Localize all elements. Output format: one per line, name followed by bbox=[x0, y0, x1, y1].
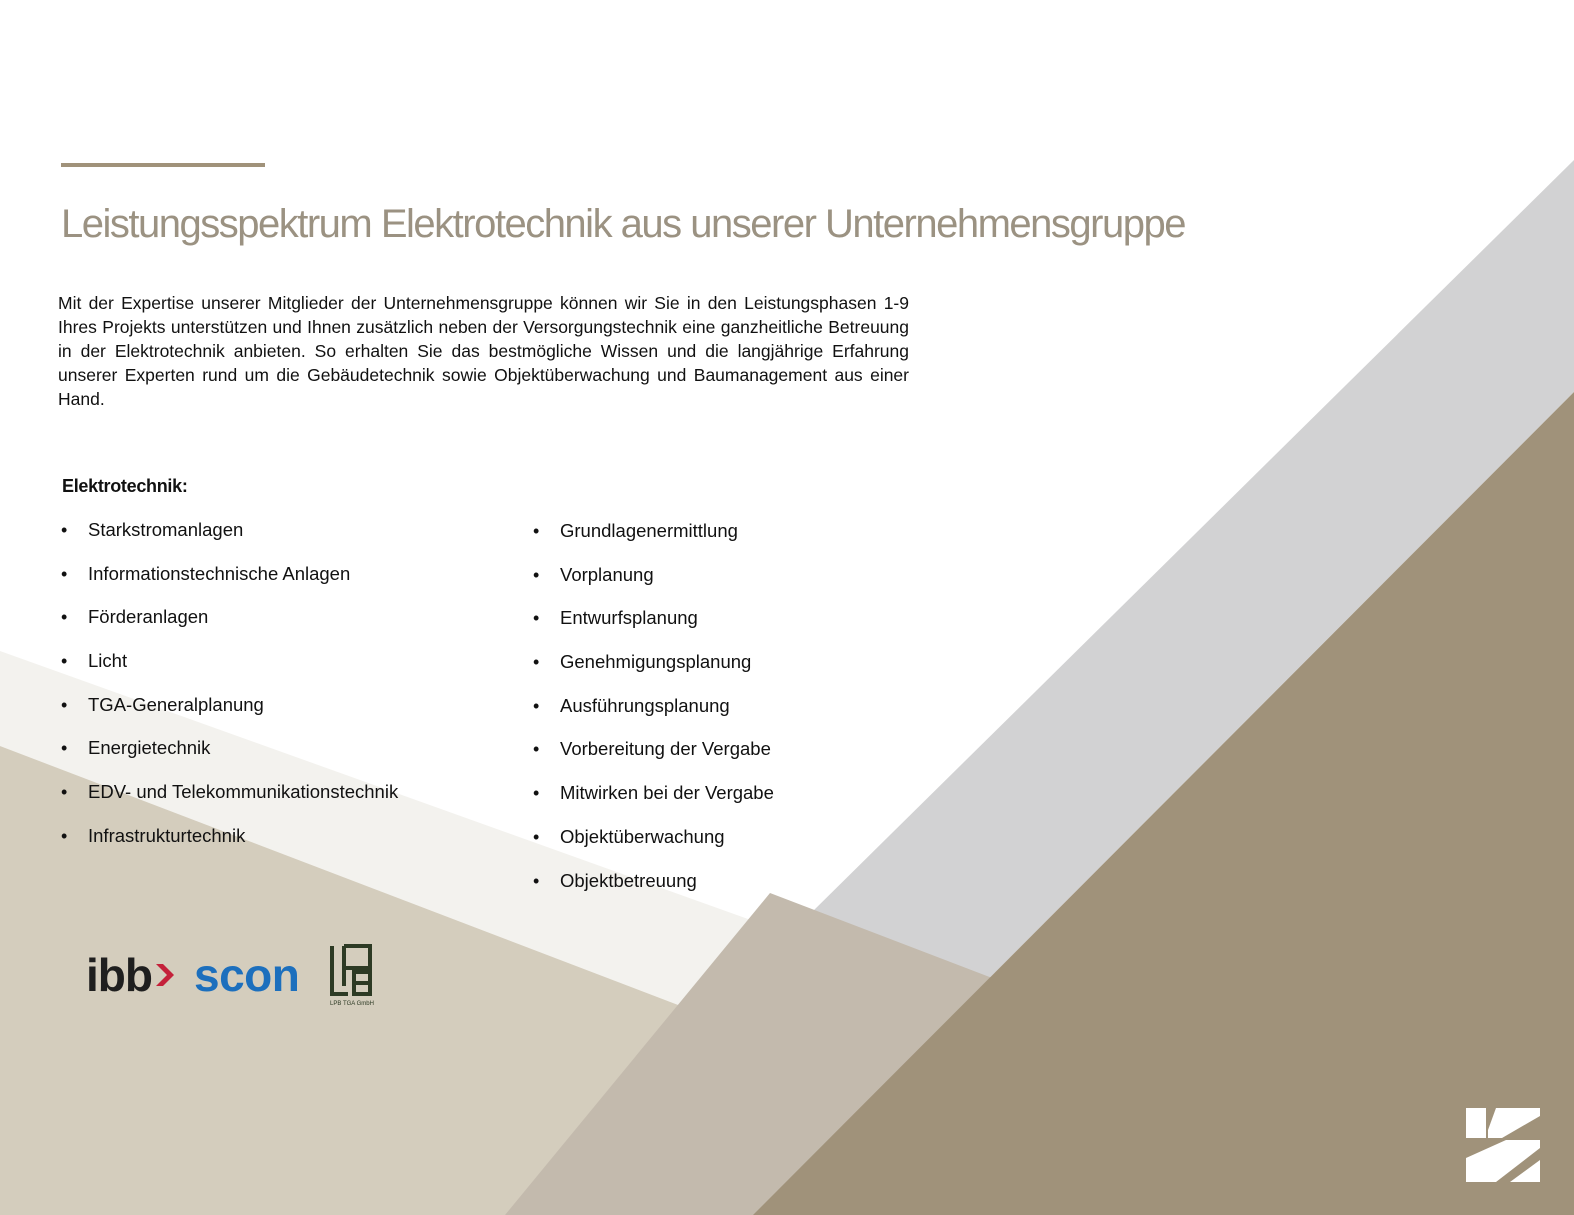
list-item bbox=[533, 650, 973, 694]
lpb-mark-icon bbox=[328, 942, 376, 1000]
bullet-icon: • bbox=[61, 738, 68, 759]
bullet-icon: • bbox=[61, 607, 68, 628]
list-item-text: EDV- und Telekommunikationstechnik bbox=[88, 781, 399, 803]
list-item bbox=[61, 518, 501, 562]
page-title: Leistungsspektrum Elektrotechnik aus unserer Unternehmensgruppe bbox=[61, 202, 1185, 246]
company-mark-icon bbox=[1466, 1108, 1540, 1182]
list-item-text: Ausführungsplanung bbox=[560, 694, 730, 716]
bullet-icon: • bbox=[533, 608, 540, 629]
list-item bbox=[61, 780, 501, 824]
list-item bbox=[533, 563, 973, 607]
list-item-text: Licht bbox=[88, 650, 128, 672]
list-item bbox=[61, 605, 501, 649]
section-heading: Elektrotechnik: bbox=[62, 476, 188, 496]
list-item-text: Objektüberwachung bbox=[560, 825, 725, 847]
services-list bbox=[61, 518, 501, 868]
list-item-text: Objektbetreuung bbox=[560, 869, 697, 891]
list-item-text: Entwurfsplanung bbox=[560, 607, 698, 629]
bullet-icon: • bbox=[533, 739, 540, 760]
list-item bbox=[61, 649, 501, 693]
lpb-logo bbox=[328, 942, 376, 1010]
list-item bbox=[533, 606, 973, 650]
bullet-icon: • bbox=[61, 520, 68, 540]
list-item-text: Energietechnik bbox=[88, 737, 211, 759]
list-item bbox=[533, 737, 973, 781]
bullet-icon: • bbox=[61, 651, 68, 672]
scon-logo-text: scon bbox=[194, 949, 300, 1001]
bullet-icon: • bbox=[533, 783, 540, 804]
list-item bbox=[61, 693, 501, 737]
ibb-logo-text: ibb bbox=[86, 949, 152, 1001]
bullet-icon: • bbox=[533, 652, 540, 673]
intro-paragraph: Mit der Expertise unserer Mitglieder der Unternehmensgruppe können wir Sie in den Leistungsphasen 1-9 Ihres Projekts unterstützen und Ihnen zusätzlich neben der Versorgungstechnik eine ganzheitliche Betreuung in der Elektrotechnik anbieten. So erhalten Sie das bestmögliche Wissen und die langjährige Erfahrung unserer Experten rund um die Gebäudetechnik sowie Objektüberwachung und Baumanagement aus einer Hand. bbox=[58, 293, 909, 409]
bullet-icon: • bbox=[61, 563, 68, 584]
list-item bbox=[533, 694, 973, 738]
bullet-icon: • bbox=[61, 694, 68, 715]
bullet-icon: • bbox=[533, 521, 540, 541]
bullet-icon: • bbox=[533, 826, 540, 847]
list-item-text: Mitwirken bei der Vergabe bbox=[560, 782, 774, 804]
accent-rule bbox=[61, 163, 265, 167]
bullet-icon: • bbox=[533, 564, 540, 585]
ibb-logo bbox=[86, 950, 152, 1000]
list-item bbox=[533, 869, 973, 913]
list-item-text: Starkstromanlagen bbox=[88, 519, 244, 540]
list-item bbox=[533, 825, 973, 869]
phases-list bbox=[533, 519, 973, 912]
list-item bbox=[61, 562, 501, 606]
list-item-text: TGA-Generalplanung bbox=[88, 693, 264, 715]
bullet-icon: • bbox=[533, 695, 540, 716]
list-item-text: Infrastrukturtechnik bbox=[88, 824, 246, 846]
bullet-icon: • bbox=[533, 870, 540, 891]
list-item bbox=[533, 781, 973, 825]
list-item-text: Vorplanung bbox=[560, 563, 654, 585]
list-item-text: Informationstechnische Anlagen bbox=[88, 562, 351, 584]
list-item-text: Grundlagenermittlung bbox=[560, 520, 738, 541]
scon-logo bbox=[194, 950, 299, 1000]
list-item bbox=[61, 824, 501, 868]
list-item bbox=[533, 519, 973, 563]
list-item bbox=[61, 736, 501, 780]
chevron-right-icon bbox=[155, 962, 175, 988]
bullet-icon: • bbox=[61, 782, 68, 803]
bullet-icon: • bbox=[61, 825, 68, 846]
lpb-caption: LPB TGA GmbH bbox=[330, 1001, 374, 1007]
list-item-text: Förderanlagen bbox=[88, 606, 209, 628]
list-item-text: Vorbereitung der Vergabe bbox=[560, 738, 771, 760]
list-item-text: Genehmigungsplanung bbox=[560, 651, 752, 673]
